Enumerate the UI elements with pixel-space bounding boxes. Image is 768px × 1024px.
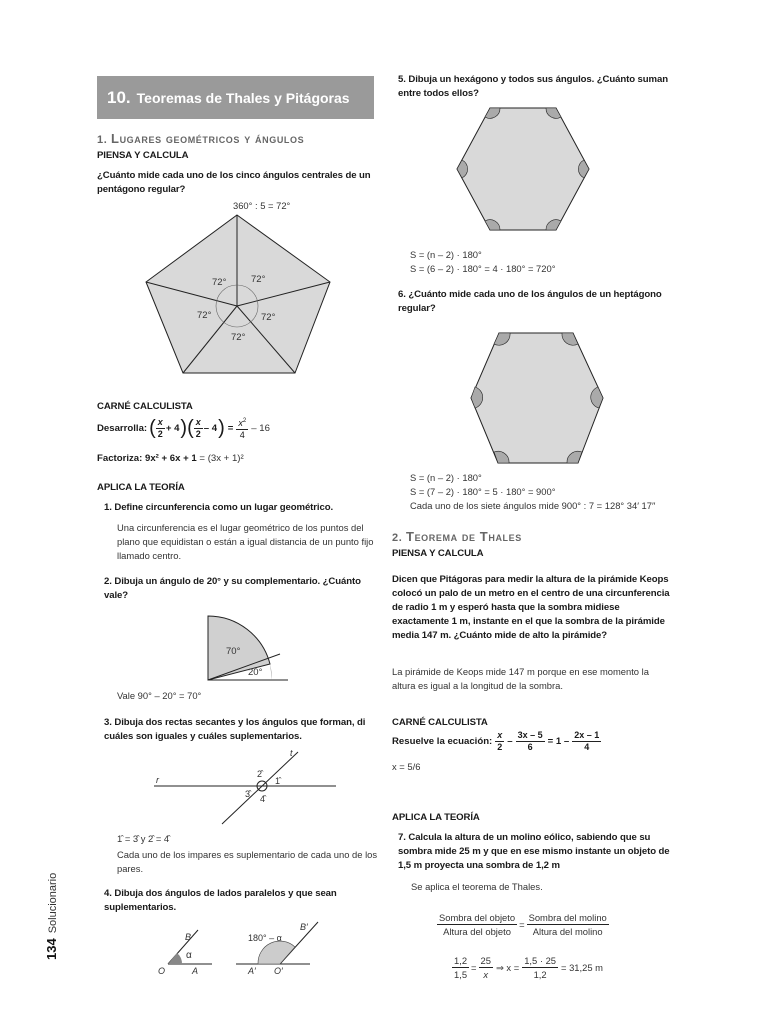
fraction: $\frac{1,5 \cdot 25}{1,2}$ xyxy=(524,955,556,980)
heptagon-sum-formula: S = (n – 2) · 180° xyxy=(410,472,482,483)
aplica-heading-2: APLICA LA TEORÍA xyxy=(392,812,480,823)
answer-1: Una circunferencia es el lugar geométrico de los puntos del plano que equidistan o están a igual distancia de un punto fijo llamado centro. xyxy=(117,522,374,561)
paren: ( xyxy=(149,417,156,439)
alpha-fill xyxy=(168,953,182,964)
chapter-title-bar xyxy=(97,76,374,119)
section-2-heading xyxy=(392,529,522,544)
equals-one-minus: = 1 – xyxy=(547,736,570,747)
section-1-number: 1. xyxy=(97,134,108,146)
angle-20-figure xyxy=(200,612,290,684)
label-r: r xyxy=(156,775,159,785)
angle-2-label: 2̂ xyxy=(257,769,263,779)
section-1-heading xyxy=(97,131,304,146)
hexagon-sum-result: S = (6 – 2) · 180° = 4 · 180° = 720° xyxy=(410,263,556,274)
answer-3: Cada uno de los impares es suplementario de cada uno de los pares. xyxy=(117,849,378,874)
equals: = xyxy=(227,423,234,434)
angle-label: 72° xyxy=(212,277,227,288)
equation-solution: x = 5/6 xyxy=(392,761,421,772)
pentagon-shape xyxy=(146,215,330,373)
label-B-prime: B′ xyxy=(300,922,308,932)
angle-label: 72° xyxy=(251,274,266,285)
piensa-heading-2: PIENSA Y CALCULA xyxy=(392,548,484,559)
angle-20-label: 20° xyxy=(248,667,263,678)
angle-label: 72° xyxy=(197,310,212,321)
answer-7: Se aplica el teorema de Thales. xyxy=(411,881,543,892)
minus: – 4 xyxy=(203,423,218,434)
label-B: B xyxy=(185,932,192,942)
factoriza-result: = (3x + 1)² xyxy=(199,453,244,464)
desarrolla-row xyxy=(97,416,270,441)
angle-1-label: 1̂ xyxy=(275,776,281,786)
question-7: 7. Calcula la altura de un molino eólico, sabiendo que su sombra mide 25 m y que en ese mismo instante un objeto de 1,5 m proyecta una sombra de 1,2 m xyxy=(398,832,670,871)
result-value: = 31,25 m xyxy=(561,962,603,973)
label-O-prime: O′ xyxy=(274,966,283,976)
fraction: $\frac{3x - 5}{6}$ xyxy=(517,730,543,752)
question-6: 6. ¿Cuánto mide cada uno de los ángulos de un heptágono regular? xyxy=(398,289,662,314)
equal-angles: 1̂ = 3̂ y 2̂ = 4̂ xyxy=(117,833,170,844)
label-A: A xyxy=(192,966,199,976)
keops-answer: La pirámide de Keops mide 147 m porque en ese momento la altura es igual a la longitud de la sombra. xyxy=(392,666,649,691)
paren: ) xyxy=(218,417,225,439)
chapter-number: 10. xyxy=(107,87,131,107)
factoriza-row xyxy=(97,453,244,464)
fraction: $\frac{x}{2}$ xyxy=(195,417,201,439)
page-marker xyxy=(44,873,59,960)
fraction-objeto: $\frac{\text{Sombra del objeto}}{\text{Altura del objeto}}$ xyxy=(439,912,516,937)
parallel-angles-figure xyxy=(150,918,340,980)
minus-16: – 16 xyxy=(251,423,270,434)
section-1-title: Lugares geométricos y ángulos xyxy=(111,131,305,146)
page-section-label: Solucionario xyxy=(47,872,59,934)
aplica-heading: APLICA LA TEORÍA xyxy=(97,482,185,493)
fraction: $\frac{x}{2}$ xyxy=(157,417,163,439)
page-number: 134 xyxy=(44,938,59,960)
heptagon-angle-result: Cada uno de los siete ángulos mide 900° : 7 = 128° 34′ 17″ xyxy=(410,500,656,511)
line-t xyxy=(222,752,298,824)
resuelve-label: Resuelve la ecuación: xyxy=(392,736,493,747)
hexagon-shape xyxy=(457,108,589,230)
hexagon-figure xyxy=(453,103,593,243)
equals: = xyxy=(519,919,525,930)
implies-x: ⇒ x = xyxy=(495,961,520,973)
equals: = xyxy=(471,962,477,973)
fraction: $\frac{x^2}{4}$ xyxy=(238,418,247,440)
thales-proportion xyxy=(437,911,609,938)
answer-2: Vale 90° – 20° = 70° xyxy=(117,690,202,701)
minus: – xyxy=(507,736,513,747)
question-4: 4. Dibuja dos ángulos de lados paralelos y que sean suplementarios. xyxy=(104,888,337,913)
piensa-heading: PIENSA Y CALCULA xyxy=(97,150,189,161)
label-O: O xyxy=(158,966,166,976)
pentagon-answer: 360° : 5 = 72° xyxy=(233,200,291,211)
angle-4-label: 4̂ xyxy=(260,794,266,804)
label-supplement: 180° – α xyxy=(248,933,282,943)
heptagon-figure xyxy=(463,323,613,468)
heptagon-sum-result: S = (7 – 2) · 180° = 5 · 180° = 900° xyxy=(410,486,556,497)
pentagon-question: ¿Cuánto mide cada uno de los cinco ángulos centrales de un pentágono regular? xyxy=(97,170,371,195)
section-2-title: Teorema de Thales xyxy=(406,529,522,544)
fraction: $\frac{2x - 1}{4}$ xyxy=(574,730,600,752)
label-A-prime: A′ xyxy=(248,966,256,976)
hexagon-sum-formula: S = (n – 2) · 180° xyxy=(410,249,482,260)
supplementary-sector xyxy=(258,941,295,964)
label-alpha: α xyxy=(186,950,192,961)
fraction-molino: $\frac{\text{Sombra del molino}}{\text{Altura del molino}}$ xyxy=(528,912,607,937)
thales-calculation xyxy=(452,954,603,981)
secant-lines-figure xyxy=(150,744,340,826)
plus: + 4 xyxy=(165,423,180,434)
angle-3-label: 3̂ xyxy=(245,789,251,799)
section-2-number: 2. xyxy=(392,532,403,544)
label-t: t xyxy=(290,748,293,758)
fraction: $\frac{x}{2}$ xyxy=(497,730,503,752)
carne-calculista-heading: CARNÉ CALCULISTA xyxy=(97,401,193,412)
carne-calculista-heading-2: CARNÉ CALCULISTA xyxy=(392,717,488,728)
angle-label: 72° xyxy=(261,312,276,323)
chapter-title: Teoremas de Thales y Pitágoras xyxy=(136,89,350,106)
desarrolla-label: Desarrolla: xyxy=(97,423,148,434)
pentagon-figure xyxy=(140,210,340,385)
angle-label: 72° xyxy=(231,332,246,343)
factoriza-label: Factoriza: xyxy=(97,453,143,464)
question-3: 3. Dibuja dos rectas secantes y los ángulos que forman, di cuáles son iguales y cuáles suplementarios. xyxy=(104,717,366,742)
keops-question: Dicen que Pitágoras para medir la altura de la pirámide Keops colocó un palo de un metro en el centro de una circunferencia de radio 1 m y esperó hasta que la sombra midiese exactamente 1 m, instante en el que la sombra de la pirámide media 147 m. ¿Cuánto mide de alto la pirámide? xyxy=(392,574,670,641)
paren: )( xyxy=(180,417,194,439)
question-2: 2. Dibuja un ángulo de 20° y su complementario. ¿Cuánto vale? xyxy=(104,576,361,601)
heptagon-shape xyxy=(471,333,603,463)
question-1: 1. Define circunferencia como un lugar geométrico. xyxy=(104,502,334,513)
fraction: $\frac{1,2}{1,5}$ xyxy=(454,955,468,980)
fraction: $\frac{25}{x}$ xyxy=(480,955,491,980)
angle-20-fill xyxy=(270,664,272,680)
angle-70-label: 70° xyxy=(226,646,241,657)
question-5: 5. Dibuja un hexágono y todos sus ángulos. ¿Cuánto suman entre todos ellos? xyxy=(398,74,668,99)
factoriza-expression: 9x² + 6x + 1 xyxy=(145,453,197,464)
equation-row xyxy=(392,730,601,753)
